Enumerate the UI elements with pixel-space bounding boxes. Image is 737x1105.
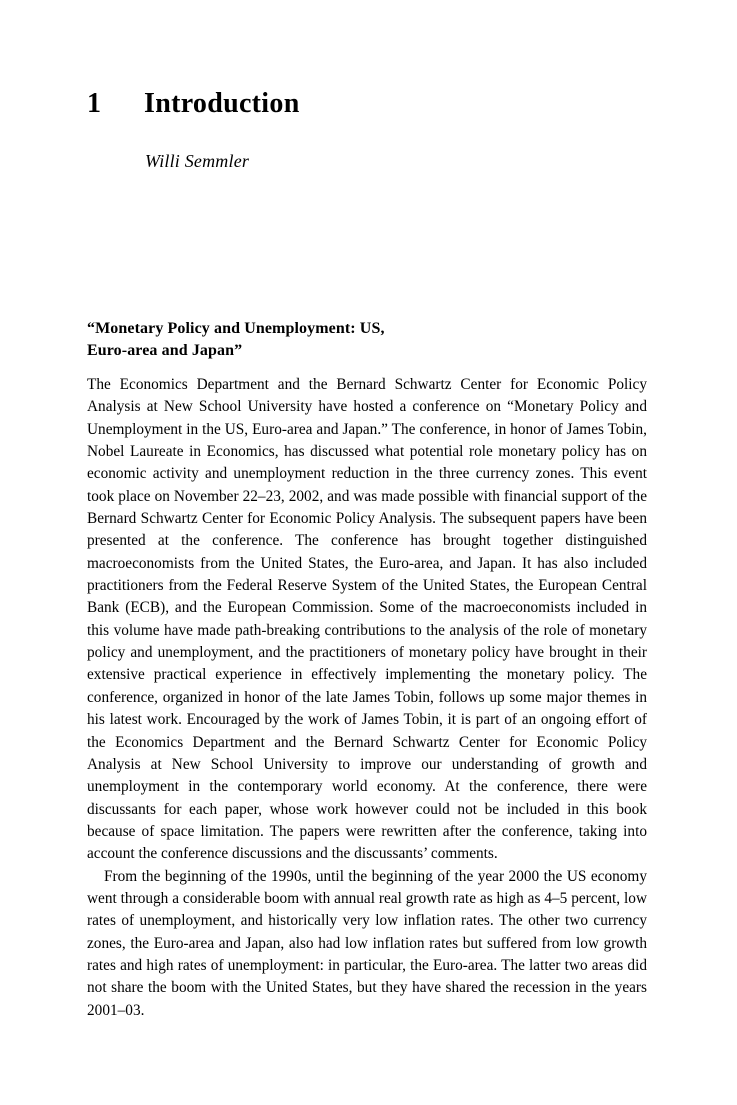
paragraph: From the beginning of the 1990s, until the beginning of the year 2000 the US economy went through a considerable boom with annual real growth rate as high as 4–5 percent, low rates of unemployment, and historically very low inflation rates. The other two currency zones, the Euro-area and Japan, also had low inflation rates but suffered from low growth rates and high rates of unemployment: in particular, the Euro-area. The latter two areas did not share the boom with the United States, but they have shared the recession in the years 2001–03. [87,867,647,1019]
paragraph: The Economics Department and the Bernard Schwartz Center for Economic Policy Analysis at New School University have hosted a conference on “Monetary Policy and Unemployment in the US, Euro-area and Japan.” The conference, in honor of James Tobin, Nobel Laureate in Economics, has discussed what potential role monetary policy has on economic activity and unemployment reduction in the three currency zones. This event took place on November 22–23, 2002, and was made possible with financial support of the Bernard Schwartz Center for Economic Policy Analysis. The subsequent papers have been presented at the conference. The conference has brought together distinguished macroeconomists from the United States, the Euro-area, and Japan. It has also included practitioners from the Federal Reserve System of the United States, the European Central Bank (ECB), and the European Commission. Some of the macroeconomists included in this volume have made path-breaking contributions to the analysis of the role of monetary policy and unemployment, and the practitioners of monetary policy have brought in their extensive practical experience in effectively implementing the monetary policy. The conference, organized in honor of the late James Tobin, follows up some major themes in his latest work. Encouraged by the work of James Tobin, it is part of an ongoing effort of the Economics Department and the Bernard Schwartz Center for Economic Policy Analysis at New School University to improve our understanding of growth and unemployment in the contemporary world economy. At the conference, there were discussants for each paper, whose work however could not be included in this book because of space limitation. The papers were rewritten after the conference, taking into account the conference discussions and the discussants’ comments. [87,376,647,863]
author-name: Willi Semmler [145,151,250,171]
chapter-title: Introduction [144,88,300,119]
body-text [87,374,647,1022]
section-heading: “Monetary Policy and Unemployment: US, Euro-area and Japan” [87,320,385,359]
chapter-heading [87,88,647,120]
chapter-number: 1 [87,88,102,119]
